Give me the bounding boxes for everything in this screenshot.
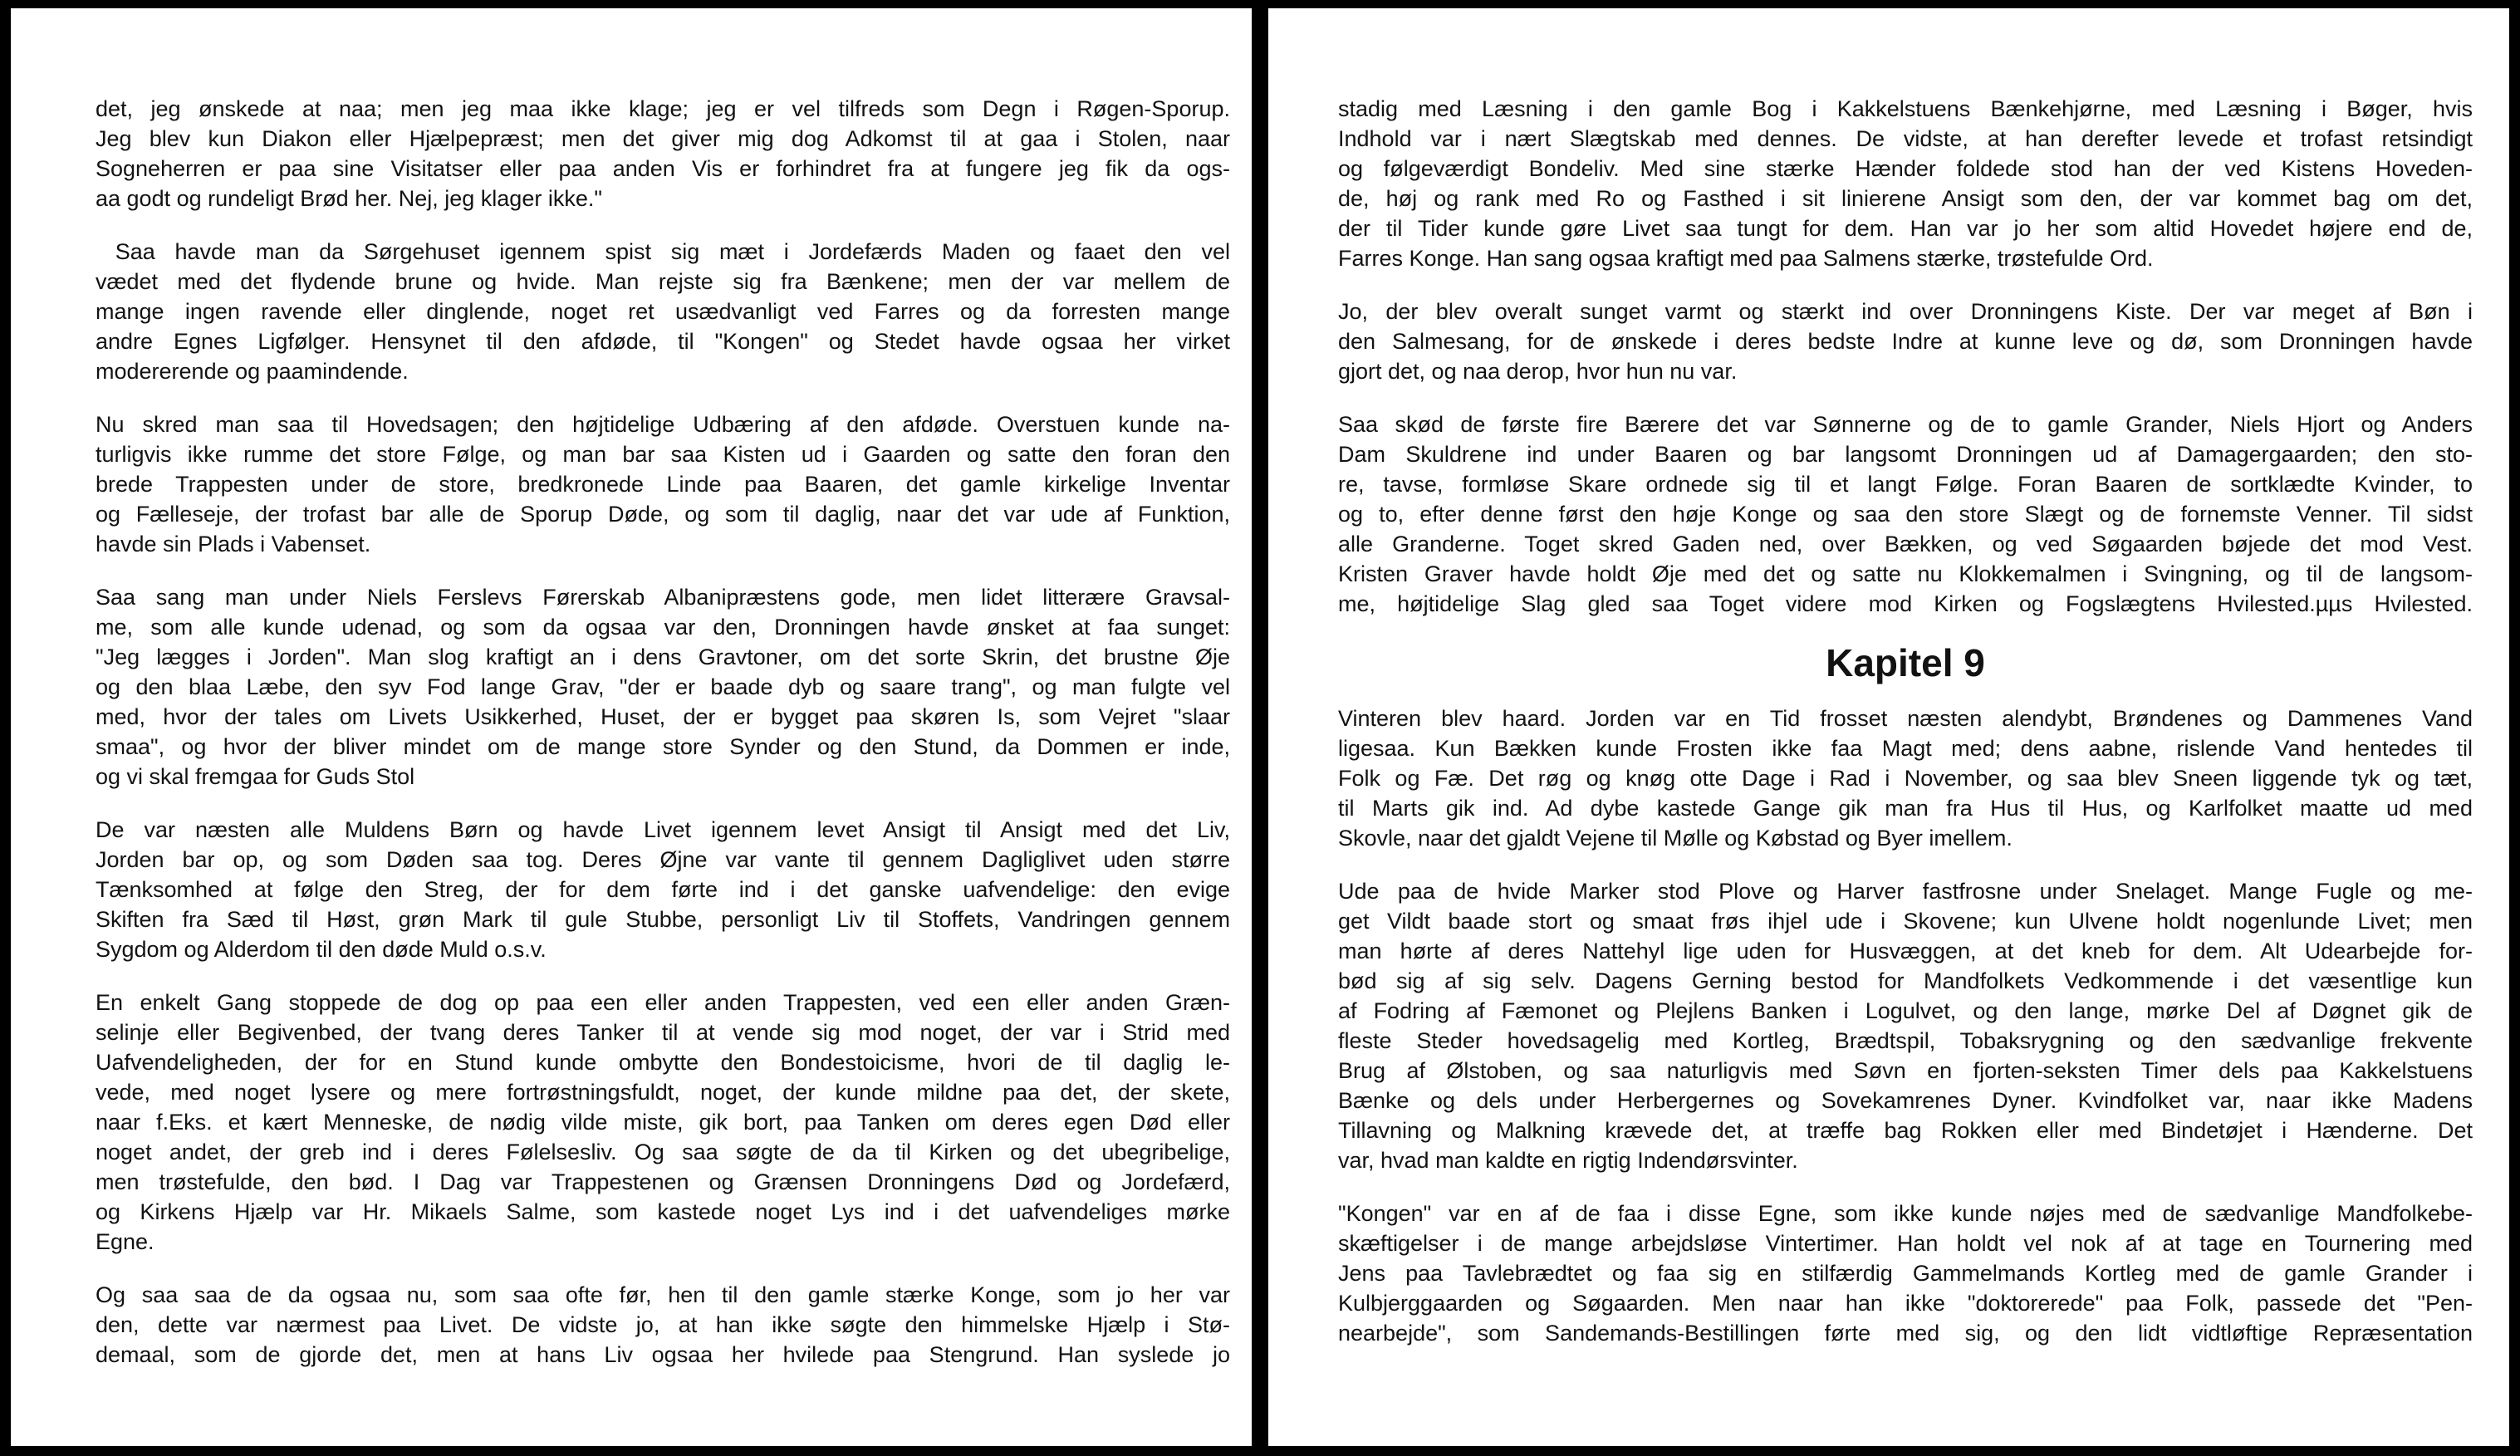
text-line: Nu skred man saa til Hovedsagen; den højtidelige Udbæring af den afdøde. Overstuen kunde na- bbox=[96, 412, 1230, 437]
text-line: vede, med noget lysere og mere fortrøstningsfuldt, noget, der kunde mildne paa det, der skete, bbox=[96, 1080, 1230, 1105]
text-line: med, hvor der tales om Livets Usikkerhed, Huset, der er bygget paa skøren Is, som Vejret "slaar bbox=[96, 704, 1230, 729]
text-line: og Fælleseje, der trofast bar alle de Sporup Døde, og som til daglig, naar det var ude af Funktion, bbox=[96, 502, 1230, 527]
text-line: Jeg blev kun Diakon eller Hjælpepræst; men det giver mig dog Adkomst til at gaa i Stolen, naar bbox=[96, 126, 1230, 151]
text-line: Saa sang man under Niels Ferslevs Førerskab Albanipræstens gode, men lidet litterære Gravsal- bbox=[96, 585, 1230, 610]
text-line: Tillavning og Malkning krævede det, at træffe bag Rokken eller med Bindetøjet i Hænderne. Det bbox=[1338, 1118, 2473, 1143]
left-page-text bbox=[96, 94, 1230, 1393]
text-line: Kulbjerggaarden og Søgaarden. Men naar han ikke "doktorerede" paa Folk, passede det "Pen- bbox=[1338, 1291, 2473, 1316]
book-page-right bbox=[1268, 8, 2509, 1446]
text-line: noget andet, der greb ind i deres Følelsesliv. Og saa søgte de da til Kirken og det ubegribelige, bbox=[96, 1140, 1230, 1164]
text-line: Brug af Ølstoben, og saa naturligvis med Søvn en fjorten-seksten Timer dels paa Kakkelstuens bbox=[1338, 1058, 2473, 1083]
text-line: Jo, der blev overalt sunget varmt og stærkt ind over Dronningens Kiste. Der var meget af Bøn i bbox=[1338, 299, 2473, 324]
text-line: mange ingen ravende eller dinglende, noget ret usædvanligt ved Farres og da forresten mange bbox=[96, 299, 1230, 324]
text-line: Saa havde man da Sørgehuset igennem spist sig mæt i Jordefærds Maden og faaet den vel bbox=[96, 239, 1230, 264]
text-line: Folk og Fæ. Det røg og knøg otte Dage i Rad i November, og saa blev Sneen liggende tyk og tæt, bbox=[1338, 766, 2473, 791]
text-line: Tænksomhed at følge den Streg, der for dem førte ind i det ganske uafvendelige: den evige bbox=[96, 877, 1230, 902]
text-line: Sygdom og Alderdom til den døde Muld o.s.v. bbox=[96, 937, 547, 962]
text-line: af Fodring af Fæmonet og Plejlens Banken i Logulvet, og den lange, mørke Del af Døgnet gik de bbox=[1338, 998, 2473, 1023]
text-line: og to, efter denne først den høje Konge og saa den store Slægt og de fornemste Venner. Til sidst bbox=[1338, 502, 2473, 527]
text-line: Skovle, naar det gjaldt Vejene til Mølle og Købstad og Byer imellem. bbox=[1338, 826, 2013, 851]
text-line: den Salmesang, for de ønskede i deres bedste Indre at kunne leve og dø, som Dronningen havde bbox=[1338, 329, 2473, 354]
text-line: Jens paa Tavlebrædtet og faa sig en stilfærdig Gammelmands Kortleg med de gamle Grander i bbox=[1338, 1261, 2473, 1286]
text-line: der til Tider kunde gøre Livet saa tungt for dem. Han var jo her som altid Hovedet højere end de, bbox=[1338, 216, 2473, 241]
paragraph bbox=[96, 582, 1230, 792]
paragraph bbox=[1338, 409, 2473, 619]
right-page-text bbox=[1338, 94, 2473, 1371]
text-line: Bænke og dels under Herbergernes og Sovekamrenes Dyner. Kvindfolket var, naar ikke Madens bbox=[1338, 1088, 2473, 1113]
text-line: og vi skal fremgaa for Guds Stol bbox=[96, 764, 415, 789]
paragraph bbox=[1338, 94, 2473, 273]
text-line: den, dette var nærmest paa Livet. De vidste jo, at han ikke søgte den himmelske Hjælp i Stø- bbox=[96, 1312, 1230, 1337]
text-line: demaal, som de gjorde det, men at hans Liv ogsaa her hvilede paa Stengrund. Han syslede jo bbox=[96, 1342, 1230, 1367]
paragraph bbox=[1338, 1199, 2473, 1348]
text-line: Vinteren blev haard. Jorden var en Tid frosset næsten alendybt, Brøndenes og Dammenes Vand bbox=[1338, 706, 2473, 731]
text-line: de, høj og rank med Ro og Fasthed i sit linierene Ansigt som den, der var kommet bag om det, bbox=[1338, 186, 2473, 211]
text-line: alle Granderne. Toget skred Gaden ned, over Bækken, og ved Søgaarden bøjede det mod Vest. bbox=[1338, 532, 2473, 556]
text-line: En enkelt Gang stoppede de dog op paa een eller anden Trappesten, ved een eller anden Græn- bbox=[96, 990, 1230, 1015]
text-line: naar f.Eks. et kært Menneske, de nødig vilde miste, gik bort, paa Tanken om deres egen Død eller bbox=[96, 1110, 1230, 1135]
text-line: "Jeg lægges i Jorden". Man slog kraftigt an i dens Gravtoner, om det sorte Skrin, det brustne Øje bbox=[96, 645, 1230, 669]
text-line: ligesaa. Kun Bækken kunde Frosten ikke faa Magt med; dens aabne, rislende Vand hentedes til bbox=[1338, 736, 2473, 761]
text-line: og den blaa Læbe, den syv Fod lange Grav, "der er baade dyb og saare trang", og man fulgte vel bbox=[96, 674, 1230, 699]
text-line: Ude paa de hvide Marker stod Plove og Harver fastfrosne under Snelaget. Mange Fugle og me- bbox=[1338, 879, 2473, 904]
text-line: gjort det, og naa derop, hvor hun nu var. bbox=[1338, 359, 1738, 384]
text-line: nearbejde", som Sandemands-Bestillingen førte med sig, og den lidt vidtløftige Repræsentation bbox=[1338, 1321, 2473, 1346]
book-page-left bbox=[11, 8, 1252, 1446]
text-line: Kristen Graver havde holdt Øje med det og satte nu Klokkemalmen i Svingning, og til de langsom- bbox=[1338, 561, 2473, 586]
text-line: me, højtidelige Slag gled saa Toget videre mod Kirken og Fogslægtens Hvilested.µµs Hvilested. bbox=[1338, 591, 2473, 616]
paragraph bbox=[96, 815, 1230, 964]
paragraph bbox=[1338, 297, 2473, 386]
text-line: Indhold var i nært Slægtskab med dennes. De vidste, at han derefter levede et trofast retsindigt bbox=[1338, 126, 2473, 151]
text-line: turligvis ikke rumme det store Følge, og man bar saa Kisten ud i Gaarden og satte den foran den bbox=[96, 442, 1230, 467]
text-line: Sogneherren er paa sine Visitatser eller paa anden Vis er forhindret fra at fungere jeg fik da ogs- bbox=[96, 156, 1230, 181]
text-line: smaa", og hvor der bliver mindet om de mange store Synder og den Stund, da Dommen er inde, bbox=[96, 734, 1230, 759]
paragraph bbox=[96, 237, 1230, 386]
text-line: "Kongen" var en af de faa i disse Egne, som ikke kunde nøjes med de sædvanlige Mandfolkebe- bbox=[1338, 1201, 2473, 1226]
text-line: vædet med det flydende brune og hvide. Man rejste sig fra Bænkene; men der var mellem de bbox=[96, 269, 1230, 294]
text-line: me, som alle kunde udenad, og som da ogsaa var den, Dronningen havde ønsket at faa sunget: bbox=[96, 615, 1230, 640]
text-line: brede Trappesten under de store, bredkronede Linde paa Baaren, det gamle kirkelige Inventar bbox=[96, 472, 1230, 497]
text-line: Saa skød de første fire Bærere det var Sønnerne og de to gamle Grander, Niels Hjort og Anders bbox=[1338, 412, 2473, 437]
text-line: men trøstefulde, den bød. I Dag var Trappestenen og Grænsen Dronningens Død og Jordefærd, bbox=[96, 1169, 1230, 1194]
text-line: aa godt og rundeligt Brød her. Nej, jeg klager ikke." bbox=[96, 186, 602, 211]
text-line: stadig med Læsning i den gamle Bog i Kakkelstuens Bænkehjørne, med Læsning i Bøger, hvis bbox=[1338, 96, 2473, 121]
text-line: var, hvad man kaldte en rigtig Indendørsvinter. bbox=[1338, 1148, 1798, 1173]
text-line: og følgeværdigt Bondeliv. Med sine stærke Hænder foldede stod han der ved Kistens Hoveden- bbox=[1338, 156, 2473, 181]
text-line: Farres Konge. Han sang ogsaa kraftigt med paa Salmens stærke, trøstefulde Ord. bbox=[1338, 246, 2154, 271]
text-line: og Kirkens Hjælp var Hr. Mikaels Salme, som kastede noget Lys ind i det uafvendeliges mørke bbox=[96, 1199, 1230, 1224]
paragraph bbox=[96, 988, 1230, 1257]
text-line: man hørte af deres Nattehyl lige uden for Husvæggen, at det kneb for dem. Alt Udearbejde for- bbox=[1338, 939, 2473, 963]
text-line: andre Egnes Ligfølger. Hensynet til den afdøde, til "Kongen" og Stedet havde ogsaa her virket bbox=[96, 329, 1230, 354]
text-line: Og saa saa de da ogsaa nu, som saa ofte før, hen til den gamle stærke Konge, som jo her var bbox=[96, 1282, 1230, 1307]
text-line: Dam Skuldrene ind under Baaren og bar langsomt Dronningen ud af Damagergaarden; den sto- bbox=[1338, 442, 2473, 467]
text-line: Jorden bar op, og som Døden saa tog. Deres Øjne var vante til gennem Dagliglivet uden større bbox=[96, 847, 1230, 872]
paragraph bbox=[96, 409, 1230, 559]
paragraph bbox=[1338, 703, 2473, 853]
text-line: skæftigelser i de mange arbejdsløse Vintertimer. Han holdt vel nok af at tage en Tournering med bbox=[1338, 1231, 2473, 1256]
text-line: havde sin Plads i Vabenset. bbox=[96, 532, 371, 556]
text-line: De var næsten alle Muldens Børn og havde Livet igennem levet Ansigt til Ansigt med det Liv, bbox=[96, 817, 1230, 842]
text-line: get Vildt baade stort og smaat frøs ihjel ude i Skovene; kun Ulvene holdt nogenlunde Livet; men bbox=[1338, 909, 2473, 934]
text-line: re, tavse, formløse Skare ordnede sig til et langt Følge. Foran Baaren de sortklædte Kvinder, to bbox=[1338, 472, 2473, 497]
text-line: Uafvendeligheden, der for en Stund kunde ombytte den Bondestoicisme, hvori de til daglig le- bbox=[96, 1050, 1230, 1075]
text-line: Egne. bbox=[96, 1229, 154, 1254]
chapter-heading: Kapitel 9 bbox=[1826, 641, 1985, 684]
text-line: til Marts gik ind. Ad dybe kastede Gange gik man fra Hus til Hus, og Karlfolket maatte ud med bbox=[1338, 796, 2473, 821]
text-line: bød sig af sig selv. Dagens Gerning bestod for Mandfolkets Vedkommende i det væsentlige kun bbox=[1338, 968, 2473, 993]
paragraph bbox=[96, 1280, 1230, 1370]
text-line: selinje eller Begivenbed, der tvang deres Tanker til at vende sig mod noget, der var i Strid med bbox=[96, 1020, 1230, 1045]
paragraph bbox=[1338, 876, 2473, 1175]
text-line: fleste Steder hovedsagelig med Kortleg, Brædtspil, Tobaksrygning og den sædvanlige frekvente bbox=[1338, 1028, 2473, 1053]
text-line: modererende og paamindende. bbox=[96, 359, 409, 384]
paragraph bbox=[96, 94, 1230, 213]
text-line: Skiften fra Sæd til Høst, grøn Mark til gule Stubbe, personligt Liv til Stoffets, Vandringen gennem bbox=[96, 907, 1230, 932]
text-line: det, jeg ønskede at naa; men jeg maa ikke klage; jeg er vel tilfreds som Degn i Røgen-Sporup. bbox=[96, 96, 1230, 121]
